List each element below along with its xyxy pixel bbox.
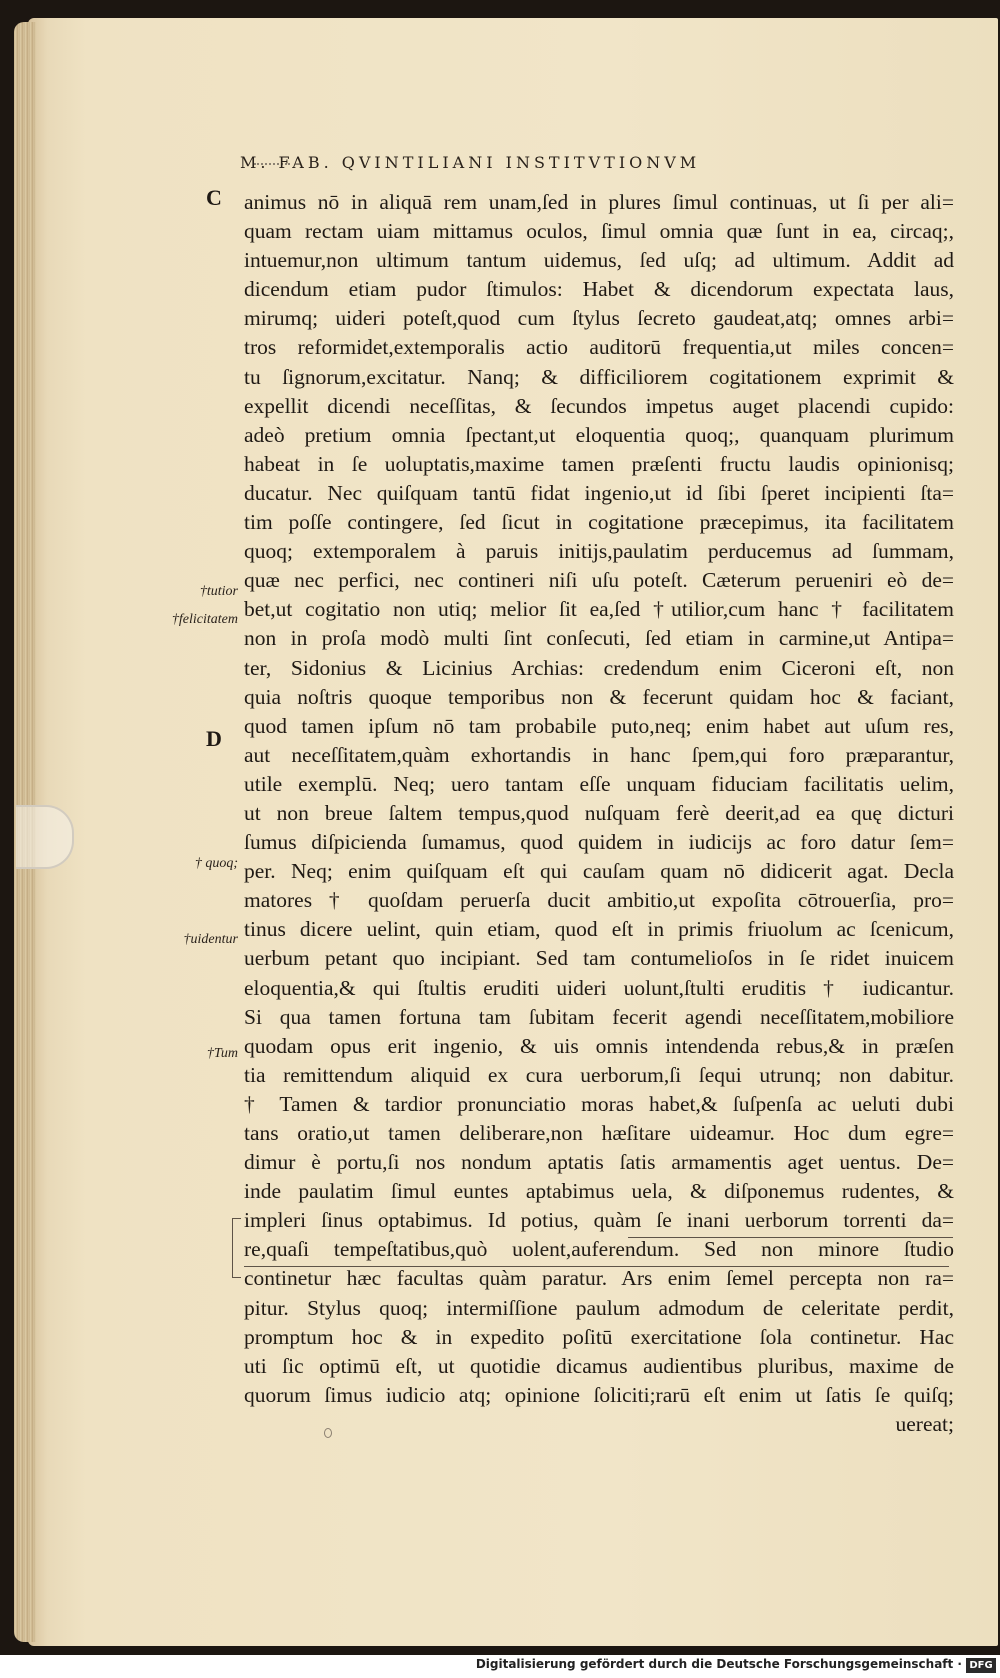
- text-line: inde paulatim ſimul euntes aptabimus uela, & diſponemus rudentes, &: [244, 1179, 954, 1204]
- margin-note-uidentur: †uidentur: [183, 932, 238, 947]
- body-text: [244, 188, 954, 1439]
- text-line: quam rectam uiam mittamus oculos, ſimul omnia quæ ſunt in ea, circaq;,: [244, 219, 954, 244]
- text-line: expellit dicendi neceſſitas, & ſecundos impetus auget placendi cupido:: [244, 393, 954, 418]
- handwritten-underline: [628, 1237, 953, 1238]
- text-line: quia noſtris quoque temporibus non & fecerunt quidam hoc & faciant,: [244, 684, 954, 709]
- text-line: dimur è portu,ſi nos nondum aptatis ſatis armamentis aget uentus. De=: [244, 1150, 954, 1175]
- running-head: M. FAB. QVINTILIANI INSTITVTIONVM: [240, 153, 701, 172]
- text-line: uti ſic optimū eſt, ut quotidie dicamus audientibus pluribus, maxime de: [244, 1353, 954, 1378]
- text-line: eloquentia,& qui ſtultis eruditi uideri uolunt,ſtulti eruditis † iudicantur.: [244, 975, 954, 1000]
- section-letter-d: D: [206, 726, 222, 751]
- text-line: tia remittendum aliquid ex cura uerborum,ſi ſequi utrunq; non dabitur.: [244, 1062, 954, 1087]
- text-line: Si qua tamen fortuna tam ſubitam fecerit agendi neceſſitatem,mobiliore: [244, 1004, 954, 1029]
- ink-ring-mark: [324, 1428, 332, 1438]
- text-line: aut neceſſitatem,quàm exhortandis in hanc ſpem,qui foro præparantur,: [244, 742, 954, 767]
- digitization-credit: Digitalisierung gefördert durch die Deutsche Forschungsgemeinschaft ·: [475, 1657, 962, 1671]
- text-line: matores † quoſdam peruerſa ducit ambitio,ut expoſita cōtrouerſia, pro=: [244, 888, 954, 913]
- text-line: dicendum etiam pudor ſtimulos: Habet & dicendorum expectata laus,: [244, 277, 954, 302]
- section-letter-c: C: [206, 185, 222, 210]
- text-line: impleri ſinus optabimus. Id potius, quàm ſe inani uerborum torrenti da=: [244, 1208, 954, 1233]
- handwritten-underline: [244, 1266, 949, 1267]
- text-line: re,quaſi tempeſtatibus,quò uolent,auferendum. Sed non minore ſtudio: [244, 1237, 954, 1262]
- text-line: ducatur. Nec quiſquam tantū fidat ingenio,ut id ſibi ſperet incipienti ſta=: [244, 480, 954, 505]
- handwritten-bracket: [232, 1218, 241, 1278]
- text-line: quod tamen ipſum nō tam probabile puto,neq; enim habet aut uſum res,: [244, 713, 954, 738]
- text-line: † Tamen & tardior pronunciatio moras habet,& ſuſpenſa ac ueluti dubi: [244, 1091, 954, 1116]
- text-line: quoq; extemporalem à paruis initijs,paulatim perducemus ad ſummam,: [244, 539, 954, 564]
- text-line: ter, Sidonius & Licinius Archias: credendum enim Ciceroni eſt, non: [244, 655, 954, 680]
- text-line: habeat in ſe uoluptatis,maxime tamen præſenti fructu laudis opinionisq;: [244, 451, 954, 476]
- margin-note-felicitatem: †felicitatem: [171, 612, 238, 627]
- dfg-logo: DFG: [966, 1658, 996, 1673]
- text-line: quodam opus erit ingenio, & uis omnis intendenda rebus,& in præſen: [244, 1033, 954, 1058]
- text-line: tu ſignorum,excitatur. Nanq; & difficiliorem cogitationem exprimit &: [244, 364, 954, 389]
- text-line: tans oratio,ut tamen deliberare,non hæſitare uideamur. Hoc dum egre=: [244, 1121, 954, 1145]
- text-line: promptum hoc & in expedito poſitū exercitatione ſola continetur. Hac: [244, 1324, 954, 1349]
- margin-note-quoque: † quoq;: [194, 856, 238, 871]
- text-line: utile exemplū. Neq; uero tantam eſſe unquam fiduciam facilitatis uelim,: [244, 771, 954, 796]
- text-line: tim poſſe contingere, ſed ſicut in cogitatione præcepimus, ita facilitatem: [244, 510, 954, 535]
- footer-bar: [0, 1655, 1000, 1678]
- text-line: continetur hæc facultas quàm paratur. Ars enim ſemel percepta non ra=: [244, 1266, 954, 1291]
- bookmark-clip: [16, 805, 74, 869]
- text-line: pitur. Stylus quoq; intermiſſione paulum admodum de celeritate perdit,: [244, 1295, 954, 1320]
- text-line: adeò pretium omnia ſpectant,ut eloquentia quoq;, quanquam plurimum: [244, 422, 954, 447]
- text-line: quæ nec perfici, nec contineri niſi uſu poteſt. Cæterum perueniri eò de=: [244, 568, 954, 593]
- text-line: per. Neq; enim quiſquam eſt qui cauſam quam nō didicerit agat. Decla: [244, 859, 954, 884]
- text-line: tros reformidet,extemporalis actio auditorū frequentia,ut miles concen=: [244, 335, 954, 360]
- text-line: animus nō in aliquā rem unam,ſed in plures ſimul continuas, ut ſi per ali=: [244, 190, 954, 214]
- catchword: uereat;: [895, 1411, 954, 1436]
- text-line: mirumq; uideri poteſt,quod cum ſtylus ſecreto gaudeat,atq; omnes arbi=: [244, 306, 954, 331]
- text-line: intuemur,non ultimum tantum uidemus, ſed uſq; ad ultimum. Addit ad: [244, 248, 954, 273]
- text-line: non in proſa modò multi ſint conſecuti, ſed etiam in carmine,ut Antipa=: [244, 626, 954, 651]
- text-line: bet,ut cogitatio non utiq; melior ſit ea,ſed †utilior,cum hanc † facilitatem: [244, 597, 954, 622]
- text-line: tinus dicere uelint, quin etiam, quod eſt in primis friuolum ac ſcenicum,: [244, 917, 954, 942]
- text-line: quorum ſimus iudicio atq; opinione ſoliciti;rarū eſt enim ut ſatis ſe quiſq;: [244, 1382, 954, 1407]
- margin-note-tutior: †tutior: [199, 584, 238, 599]
- text-line: ut non breue ſaltem tempus,quod nuſquam ferè deerit,ad ea quę dicturi: [244, 800, 954, 825]
- margin-note-tum: †Tum: [206, 1046, 238, 1061]
- text-line: uerbum petant quo incipiant. Sed tam contumelioſos in ſe ridet inuicem: [244, 946, 954, 971]
- text-line: ſumus diſpicienda ſumamus, quod quidem in iudicijs ac foro datur ſem=: [244, 830, 954, 855]
